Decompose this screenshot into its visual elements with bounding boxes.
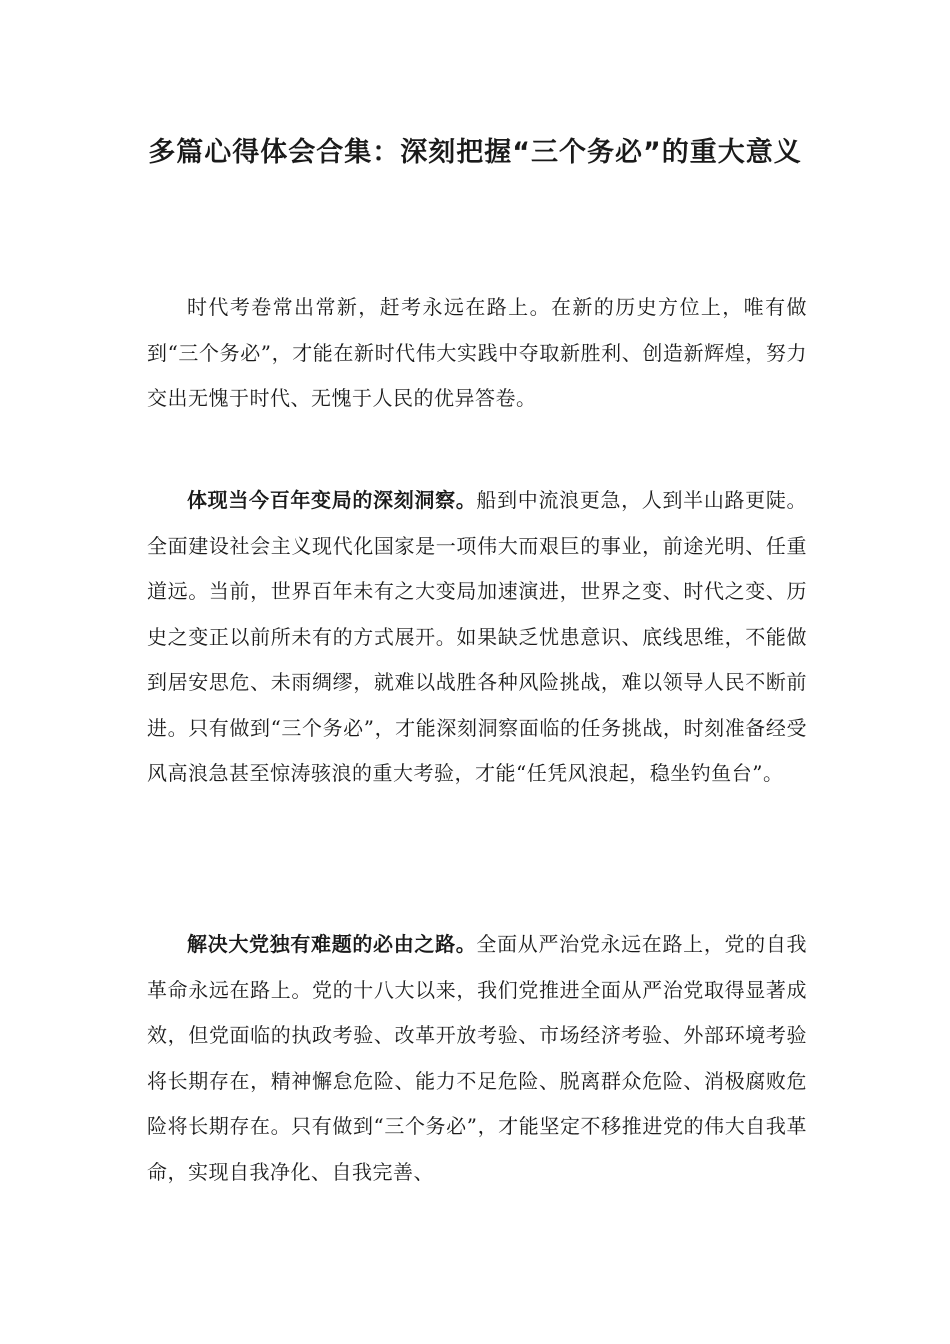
- paragraph-solution: [147, 922, 807, 1195]
- document-title: 多篇心得体会合集：深刻把握“三个务必”的重大意义: [148, 137, 802, 168]
- paragraph-text: 全面从严治党永远在路上，党的自我革命永远在路上。党的十八大以来，我们党推进全面从严治党取得显著成效，但党面临的执政考验、改革开放考验、市场经济考验、外部环境考验将长期存在，精神懈怠危险、能力不足危险、脱离群众危险、消极腐败危险将长期存在。只有做到“三个务必”，才能坚定不移推进党的伟大自我革命，实现自我净化、自我完善、: [147, 932, 808, 1184]
- paragraph-text: 时代考卷常出常新，赶考永远在路上。在新的历史方位上，唯有做到“三个务必”，才能在新时代伟大实践中夺取新胜利、创造新辉煌，努力交出无愧于时代、无愧于人民的优异答卷。: [147, 295, 807, 410]
- paragraph-intro: [147, 285, 807, 422]
- paragraph-lead-heading: 解决大党独有难题的必由之路。: [187, 932, 477, 956]
- paragraph-insight: [147, 478, 807, 797]
- paragraph-text: 船到中流浪更急，人到半山路更陡。全面建设社会主义现代化国家是一项伟大而艰巨的事业，前途光明、任重道远。当前，世界百年未有之大变局加速演进，世界之变、时代之变、历史之变正以前所未有的方式展开。如果缺乏忧患意识、底线思维，不能做到居安思危、未雨绸缪，就难以战胜各种风险挑战，难以领导人民不断前进。只有做到“三个务必”，才能深刻洞察面临的任务挑战，时刻准备经受风高浪急甚至惊涛骇浪的重大考验，才能“任凭风浪起，稳坐钓鱼台”。: [147, 488, 808, 785]
- paragraph-lead-heading: 体现当今百年变局的深刻洞察。: [187, 488, 477, 512]
